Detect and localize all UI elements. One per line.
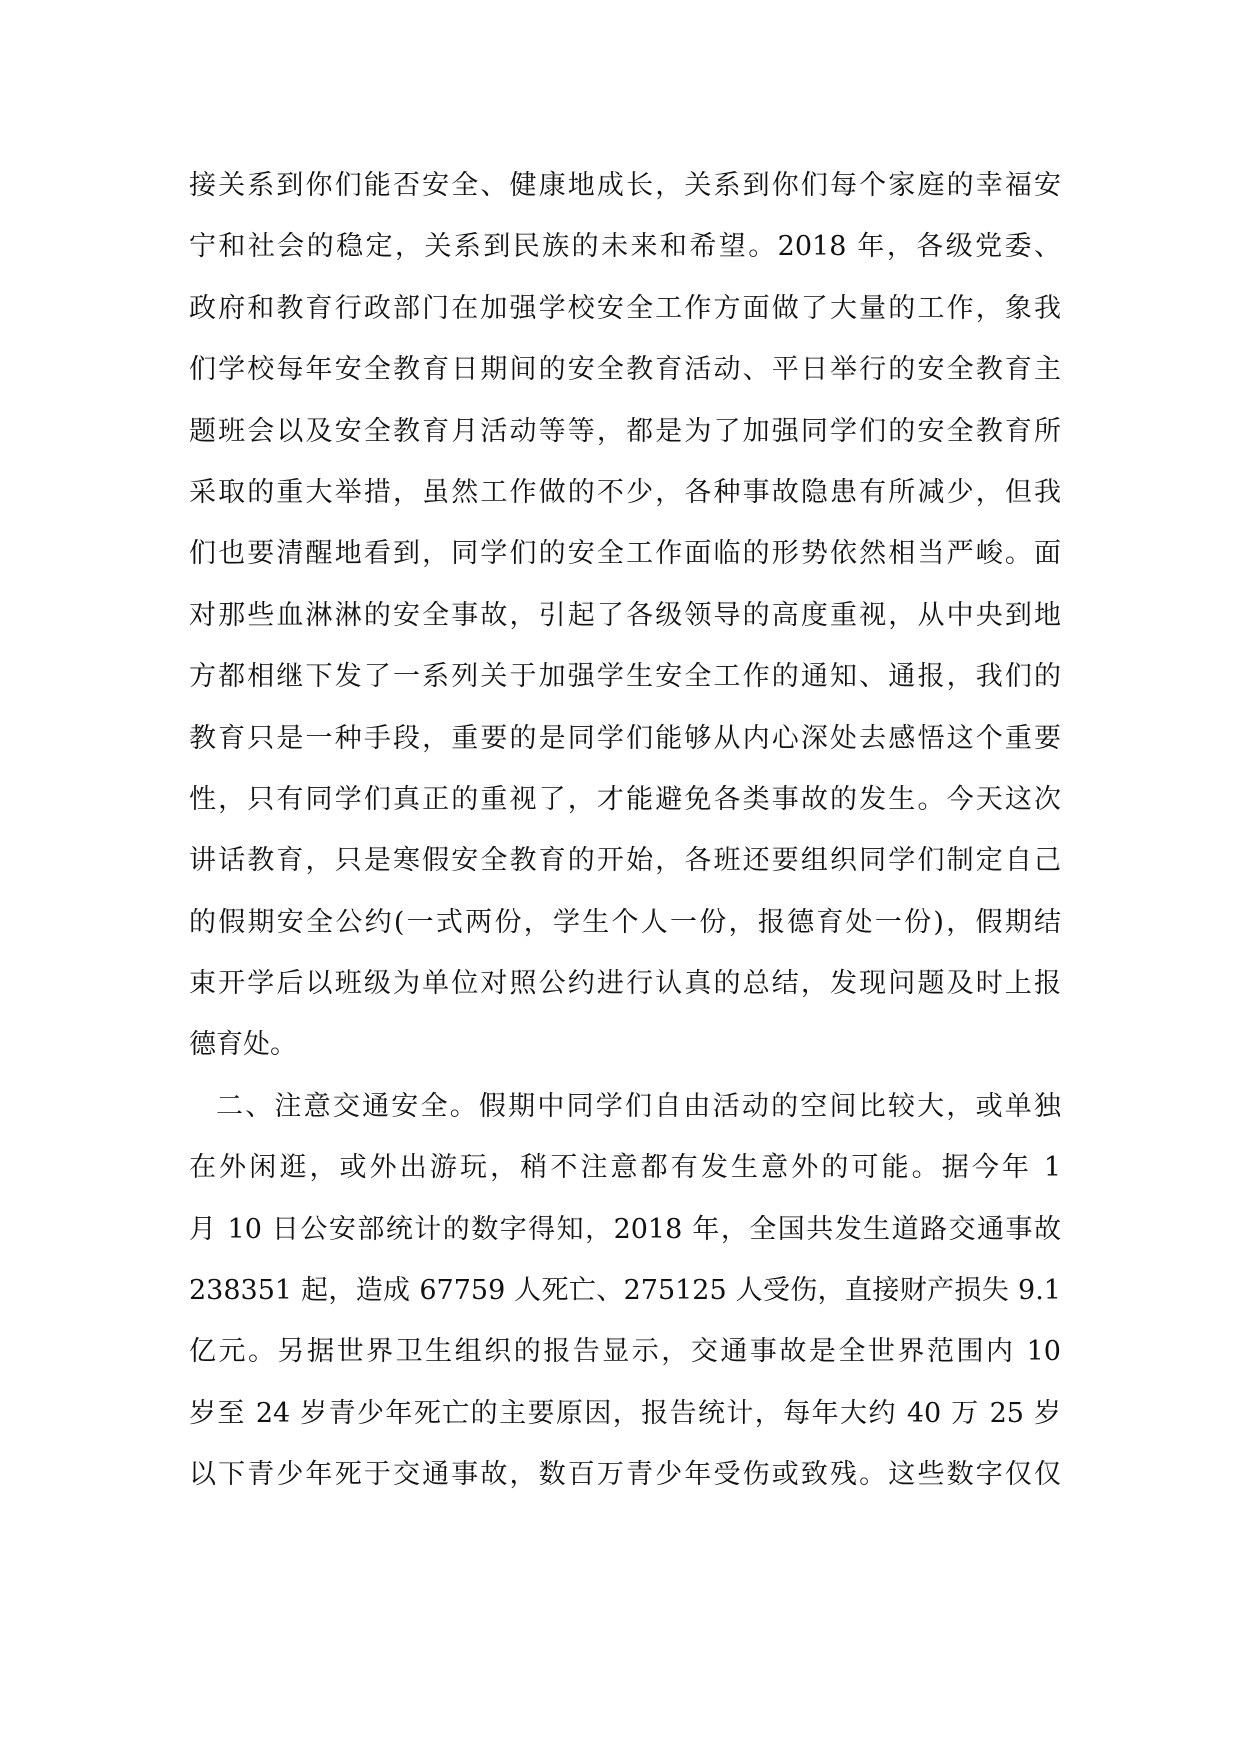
text-line: 宁和社会的稳定，关系到民族的未来和希望。2018 年，各级党委、: [189, 231, 1061, 263]
text-line: 们学校每年安全教育日期间的安全教育活动、平日举行的安全教育主: [189, 354, 1061, 386]
text-line: 们也要清醒地看到，同学们的安全工作面临的形势依然相当严峻。面: [189, 538, 1061, 570]
text-line: 对那些血淋淋的安全事故，引起了各级领导的高度重视，从中央到地: [189, 599, 1061, 631]
text-line: 接关系到你们能否安全、健康地成长，关系到你们每个家庭的幸福安: [189, 170, 1061, 201]
text-line: 以下青少年死于交通事故，数百万青少年受伤或致残。这些数字仅仅: [189, 1459, 1061, 1491]
text-line: 二、注意交通安全。假期中同学们自由活动的空间比较大，或单独: [216, 1090, 1061, 1122]
text-line: 政府和教育行政部门在加强学校安全工作方面做了大量的工作，象我: [189, 292, 1061, 324]
body-text: [189, 155, 1061, 1506]
text-line: 教育只是一种手段，重要的是同学们能够从内心深处去感悟这个重要: [189, 722, 1061, 754]
text-line: 德育处。: [189, 1029, 297, 1061]
text-line: 月 10 日公安部统计的数字得知，2018 年，全国共发生道路交通事故: [189, 1213, 1061, 1245]
text-line: 性，只有同学们真正的重视了，才能避免各类事故的发生。今天这次: [189, 783, 1061, 815]
text-line: 238351 起，造成 67759 人死亡、275125 人受伤，直接财产损失 9.1: [189, 1275, 1061, 1307]
text-line: 的假期安全公约(一式两份，学生个人一份，报德育处一份)，假期结: [189, 906, 1061, 938]
text-line: 在外闲逛，或外出游玩，稍不注意都有发生意外的可能。据今年 1: [189, 1152, 1061, 1184]
text-line: 亿元。另据世界卫生组织的报告显示，交通事故是全世界范围内 10: [189, 1336, 1061, 1368]
text-line: 岁至 24 岁青少年死亡的主要原因，报告统计，每年大约 40 万 25 岁: [189, 1397, 1061, 1429]
text-line: 采取的重大举措，虽然工作做的不少，各种事故隐患有所减少，但我: [189, 476, 1061, 508]
text-line: 讲话教育，只是寒假安全教育的开始，各班还要组织同学们制定自己: [189, 845, 1061, 877]
text-line: 题班会以及安全教育月活动等等，都是为了加强同学们的安全教育所: [189, 415, 1061, 447]
text-line: 方都相继下发了一系列关于加强学生安全工作的通知、通报，我们的: [189, 661, 1061, 693]
text-line: 束开学后以班级为单位对照公约进行认真的总结，发现问题及时上报: [189, 968, 1061, 1000]
